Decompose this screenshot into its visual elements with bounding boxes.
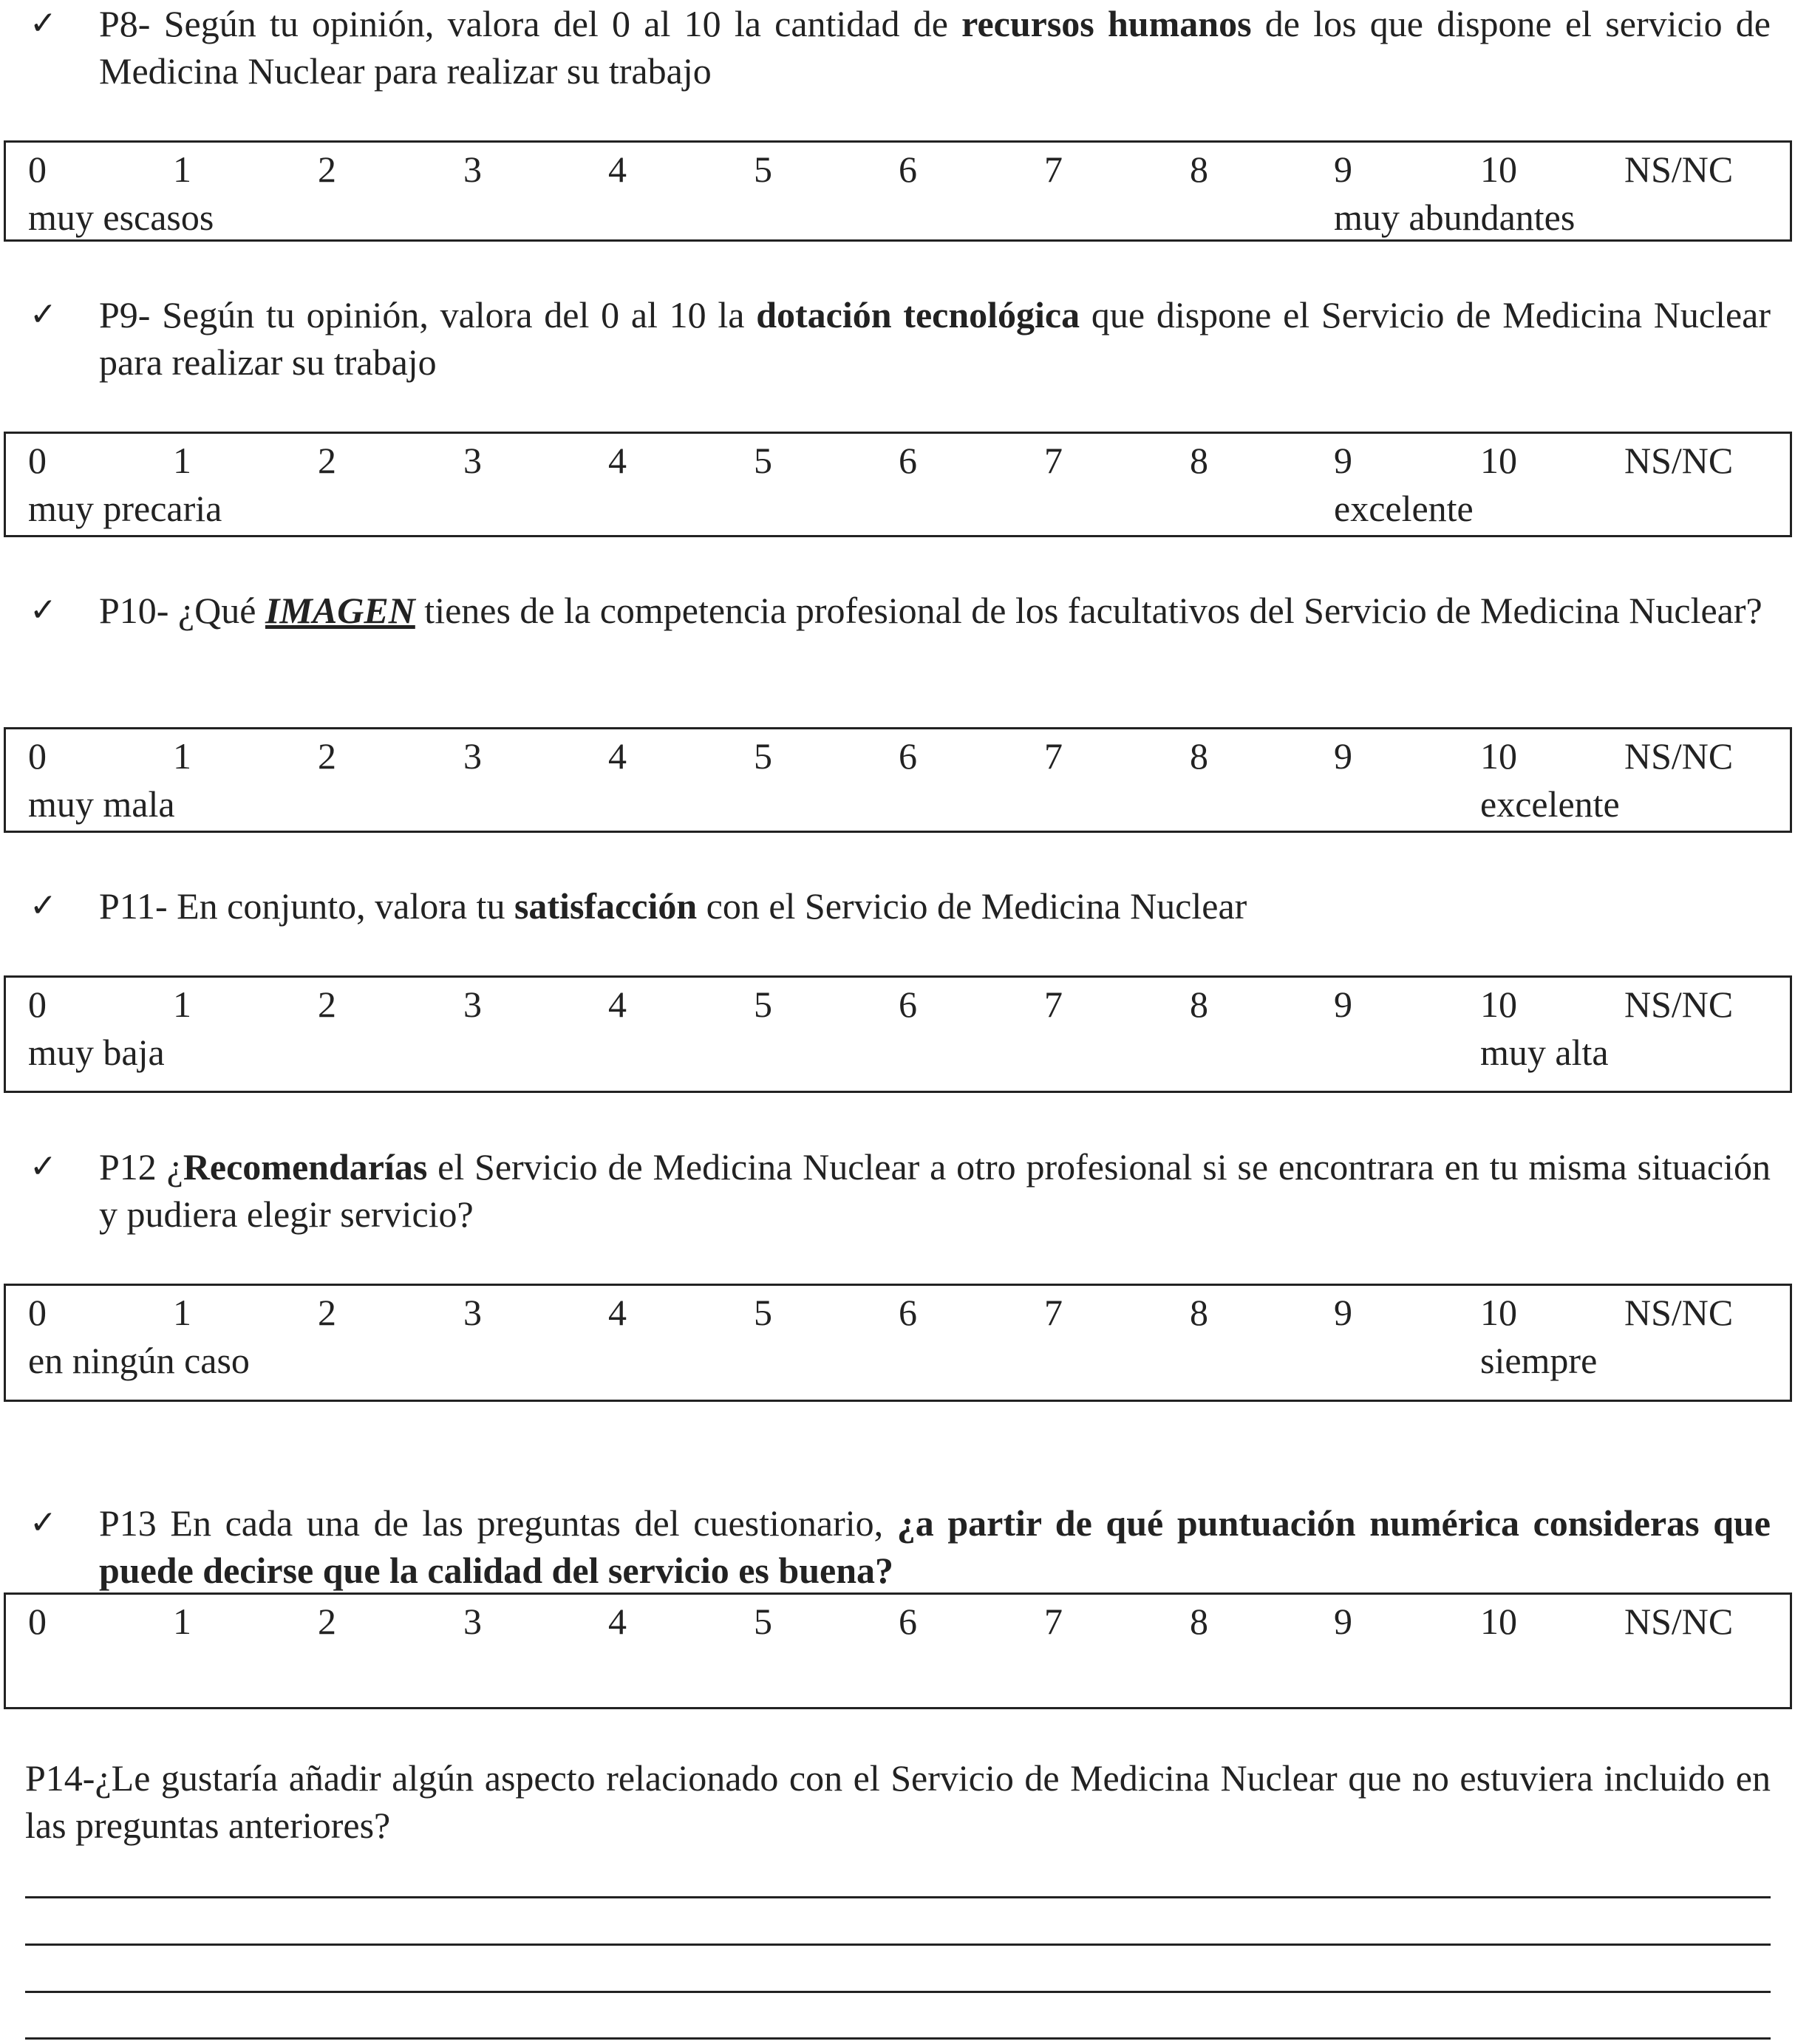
scale-option-2[interactable]: 2 <box>318 1601 336 1642</box>
scale-option-8[interactable]: 8 <box>1190 440 1208 481</box>
scale-option-8[interactable]: 8 <box>1190 735 1208 777</box>
scale-option-1[interactable]: 1 <box>173 1292 191 1333</box>
rating-scale-p12 <box>4 1284 1792 1402</box>
scale-option-0[interactable]: 0 <box>28 440 47 481</box>
question-text: P8- Según tu opinión, valora del 0 al 10 la cantidad de recursos humanos de los que dispone el servicio de Medicina Nuclear para realizar su trabajo <box>99 3 1771 92</box>
scale-right-label: excelente <box>1480 783 1620 825</box>
scale-option-9[interactable]: 9 <box>1334 1601 1352 1642</box>
scale-option-4[interactable]: 4 <box>608 735 627 777</box>
scale-option-4[interactable]: 4 <box>608 984 627 1025</box>
scale-option-9[interactable]: 9 <box>1334 1292 1352 1333</box>
scale-option-1[interactable]: 1 <box>173 984 191 1025</box>
scale-option-2[interactable]: 2 <box>318 735 336 777</box>
scale-left-label: muy escasos <box>28 197 214 238</box>
scale-left-label: muy baja <box>28 1032 165 1073</box>
scale-option-9[interactable]: 9 <box>1334 735 1352 777</box>
scale-option-9[interactable]: 9 <box>1334 440 1352 481</box>
scale-option-8[interactable]: 8 <box>1190 1601 1208 1642</box>
scale-option-6[interactable]: 6 <box>899 1292 917 1333</box>
scale-option-7[interactable]: 7 <box>1044 735 1063 777</box>
scale-left-label: muy precaria <box>28 488 222 529</box>
checkmark-icon: ✓ <box>30 887 57 924</box>
answer-line[interactable] <box>25 2037 1771 2040</box>
scale-option-nsnc[interactable]: NS/NC <box>1624 1292 1734 1333</box>
scale-option-3[interactable]: 3 <box>463 735 482 777</box>
rating-scale-p8 <box>4 140 1792 242</box>
scale-option-2[interactable]: 2 <box>318 984 336 1025</box>
scale-option-10[interactable]: 10 <box>1480 1292 1517 1333</box>
scale-option-0[interactable]: 0 <box>28 1601 47 1642</box>
scale-option-1[interactable]: 1 <box>173 149 191 190</box>
scale-option-5[interactable]: 5 <box>754 1601 772 1642</box>
scale-option-5[interactable]: 5 <box>754 1292 772 1333</box>
scale-option-2[interactable]: 2 <box>318 440 336 481</box>
scale-option-3[interactable]: 3 <box>463 149 482 190</box>
scale-option-3[interactable]: 3 <box>463 984 482 1025</box>
scale-option-4[interactable]: 4 <box>608 1601 627 1642</box>
scale-option-nsnc[interactable]: NS/NC <box>1624 735 1734 777</box>
answer-line[interactable] <box>25 1896 1771 1898</box>
scale-option-6[interactable]: 6 <box>899 1601 917 1642</box>
scale-option-3[interactable]: 3 <box>463 1601 482 1642</box>
question-text: P9- Según tu opinión, valora del 0 al 10 la dotación tecnológica que dispone el Servicio de Medicina Nuclear para realizar su trabajo <box>99 294 1771 383</box>
scale-option-4[interactable]: 4 <box>608 1292 627 1333</box>
rating-scale-p11 <box>4 975 1792 1093</box>
scale-option-6[interactable]: 6 <box>899 149 917 190</box>
scale-option-9[interactable]: 9 <box>1334 149 1352 190</box>
scale-right-label: muy alta <box>1480 1032 1609 1073</box>
rating-scale-p10 <box>4 727 1792 833</box>
scale-option-8[interactable]: 8 <box>1190 984 1208 1025</box>
scale-option-10[interactable]: 10 <box>1480 149 1517 190</box>
question-p14: P14-¿Le gustaría añadir algún aspecto relacionado con el Servicio de Medicina Nuclear que no estuviera incluido en las preguntas anteriores? <box>25 1757 1771 1846</box>
scale-option-6[interactable]: 6 <box>899 735 917 777</box>
scale-option-10[interactable]: 10 <box>1480 1601 1517 1642</box>
scale-option-5[interactable]: 5 <box>754 440 772 481</box>
scale-option-6[interactable]: 6 <box>899 984 917 1025</box>
checkmark-icon: ✓ <box>30 591 57 629</box>
scale-option-3[interactable]: 3 <box>463 440 482 481</box>
scale-option-4[interactable]: 4 <box>608 149 627 190</box>
scale-option-10[interactable]: 10 <box>1480 735 1517 777</box>
answer-line[interactable] <box>25 1991 1771 1993</box>
scale-option-4[interactable]: 4 <box>608 440 627 481</box>
scale-option-7[interactable]: 7 <box>1044 984 1063 1025</box>
scale-option-5[interactable]: 5 <box>754 984 772 1025</box>
question-text: P12 ¿Recomendarías el Servicio de Medicina Nuclear a otro profesional si se encontrara en tu misma situación y pudiera elegir servicio? <box>99 1146 1771 1235</box>
scale-right-label: siempre <box>1480 1340 1598 1381</box>
scale-option-6[interactable]: 6 <box>899 440 917 481</box>
scale-option-8[interactable]: 8 <box>1190 1292 1208 1333</box>
checkmark-icon: ✓ <box>30 4 57 42</box>
scale-option-nsnc[interactable]: NS/NC <box>1624 149 1734 190</box>
scale-option-7[interactable]: 7 <box>1044 440 1063 481</box>
scale-option-8[interactable]: 8 <box>1190 149 1208 190</box>
scale-option-1[interactable]: 1 <box>173 440 191 481</box>
checkmark-icon: ✓ <box>30 1504 57 1541</box>
scale-option-7[interactable]: 7 <box>1044 1292 1063 1333</box>
scale-option-5[interactable]: 5 <box>754 735 772 777</box>
scale-option-1[interactable]: 1 <box>173 1601 191 1642</box>
scale-option-0[interactable]: 0 <box>28 149 47 190</box>
scale-option-nsnc[interactable]: NS/NC <box>1624 1601 1734 1642</box>
scale-option-nsnc[interactable]: NS/NC <box>1624 984 1734 1025</box>
scale-option-0[interactable]: 0 <box>28 735 47 777</box>
question-text: P10- ¿Qué IMAGEN tienes de la competencia profesional de los facultativos del Servicio de Medicina Nuclear? <box>99 590 1762 631</box>
scale-option-3[interactable]: 3 <box>463 1292 482 1333</box>
rating-scale-p13 <box>4 1592 1792 1709</box>
scale-option-0[interactable]: 0 <box>28 984 47 1025</box>
scale-option-7[interactable]: 7 <box>1044 149 1063 190</box>
scale-left-label: en ningún caso <box>28 1340 250 1381</box>
scale-option-2[interactable]: 2 <box>318 149 336 190</box>
scale-left-label: muy mala <box>28 783 175 825</box>
scale-option-10[interactable]: 10 <box>1480 984 1517 1025</box>
scale-right-label: muy abundantes <box>1334 197 1576 238</box>
scale-option-5[interactable]: 5 <box>754 149 772 190</box>
scale-option-10[interactable]: 10 <box>1480 440 1517 481</box>
checkmark-icon: ✓ <box>30 1148 57 1185</box>
scale-option-nsnc[interactable]: NS/NC <box>1624 440 1734 481</box>
scale-right-label: excelente <box>1334 488 1474 529</box>
scale-option-0[interactable]: 0 <box>28 1292 47 1333</box>
checkmark-icon: ✓ <box>30 296 57 333</box>
answer-line[interactable] <box>25 1943 1771 1946</box>
question-text: P13 En cada una de las preguntas del cuestionario, ¿a partir de qué puntuación numérica consideras que puede decirse que la calidad del servicio es buena? <box>99 1502 1771 1591</box>
scale-option-9[interactable]: 9 <box>1334 984 1352 1025</box>
scale-option-1[interactable]: 1 <box>173 735 191 777</box>
question-text: P11- En conjunto, valora tu satisfacción con el Servicio de Medicina Nuclear <box>99 885 1247 927</box>
scale-option-2[interactable]: 2 <box>318 1292 336 1333</box>
scale-option-7[interactable]: 7 <box>1044 1601 1063 1642</box>
rating-scale-p9 <box>4 432 1792 537</box>
